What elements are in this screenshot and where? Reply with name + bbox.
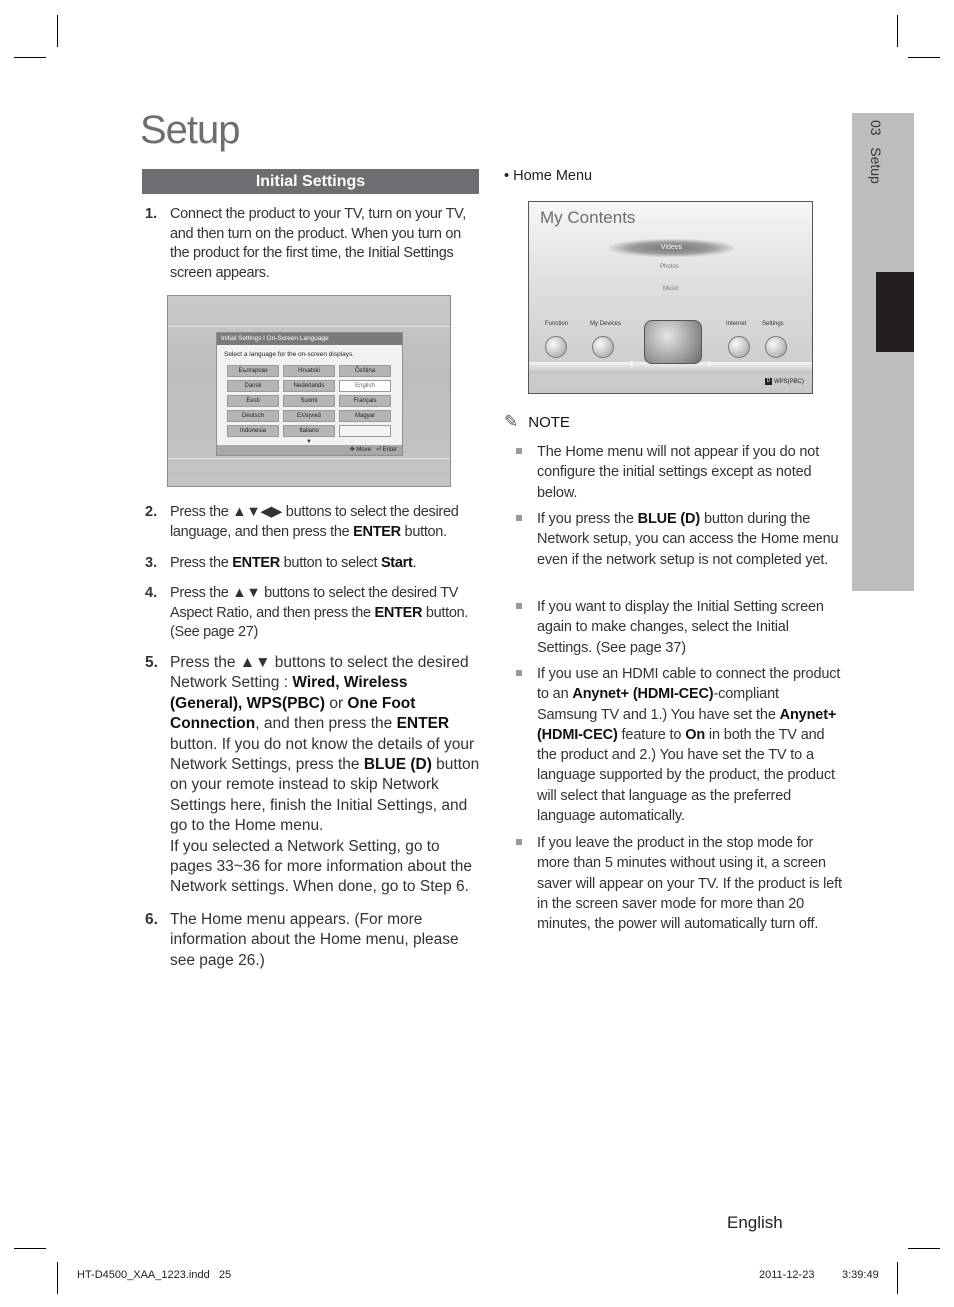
- wps-hint: D WPS(PBC): [766, 378, 804, 386]
- note-item-5: [516, 833, 842, 934]
- note-text: If you leave the product in the stop mode for more than 5 minutes without using it, a screen saver will appear on your TV. If the product is left in the screen saver mode for more than 20 minutes, the power will automatically turn off.: [537, 835, 842, 933]
- step-text: Press the ▲▼ buttons to select the desired Network Setting : Wired, Wireless (General), WPS(PBC) or One Foot Connection, and then press the ENTER button. If you do not know the details of your Network Settings, press the BLUE (D) button on your remote instead to skip Network Settings here, finish the Initial Settings, and go to the Home menu. If you selected a Network Setting, go to pages 33~36 for more information about the Network settings. When done, go to Step 6.: [170, 654, 480, 896]
- note-text: If you press the BLUE (D) button during the Network setup, you can access the Home menu even if the network setup is not completed yet.: [537, 511, 839, 568]
- page-title: Setup: [140, 108, 240, 152]
- my-devices-icon: [592, 336, 614, 358]
- step-number: 4.: [145, 585, 158, 601]
- chevron-left-icon: ‹: [629, 354, 634, 370]
- step-2: [142, 503, 480, 542]
- language-option[interactable]: Hrvatski: [283, 365, 335, 377]
- internet-label: Internet: [726, 321, 747, 327]
- slug-date: 2011-12-23: [759, 1269, 815, 1281]
- note-item-2: [516, 509, 842, 570]
- crop-mark: [908, 1248, 940, 1249]
- section-header: Initial Settings: [142, 169, 479, 194]
- note-item-1: [516, 442, 842, 503]
- menu-item-music: Music: [663, 286, 679, 292]
- move-label: Move: [356, 447, 371, 453]
- step-text: Press the ▲▼◀▶ buttons to select the desired language, and then press the ENTER button.: [170, 504, 459, 540]
- slug-file: HT-D4500_XAA_1223.indd 25: [77, 1269, 232, 1281]
- initial-settings-screenshot: [167, 295, 451, 487]
- move-icon: ✥: [349, 447, 355, 453]
- chapter-tab: [852, 113, 914, 591]
- my-devices-label: My Devices: [590, 321, 622, 327]
- step-number: 5.: [145, 654, 158, 671]
- function-icon: [545, 336, 567, 358]
- step-number: 3.: [145, 555, 158, 571]
- blue-d-key-icon: D: [766, 378, 771, 384]
- bullet-square-icon: [516, 603, 522, 609]
- step-text: Press the ▲▼ buttons to select the desired TV Aspect Ratio, and then press the ENTER button. (See page 27): [170, 585, 469, 640]
- panel-footer: [217, 445, 402, 455]
- chapter-number: 03: [868, 120, 884, 136]
- step-text: Connect the product to your TV, turn on your TV, and then turn on the product. When you turn on the product for the first time, the Initial Settings screen appears.: [170, 206, 466, 281]
- home-menu-bullet: • Home Menu: [504, 168, 593, 184]
- language-option[interactable]: Indonesia: [227, 425, 279, 437]
- menu-item-videos: Videos: [609, 239, 734, 257]
- note-text: If you use an HDMI cable to connect the product to an Anynet+ (HDMI-CEC)-compliant Samsung TV and 1.) You have set the Anynet+ (HDMI-CEC) feature to On in both the TV and the product and 2.) You have set the TV to a language supported by the product, the product will select that language as the preferred language automatically.: [537, 666, 841, 825]
- language-option[interactable]: [339, 425, 391, 437]
- language-option[interactable]: Nederlands: [283, 380, 335, 392]
- language-option[interactable]: Magyar: [339, 410, 391, 422]
- menu-item-photos: Photos: [660, 264, 679, 270]
- note-item-3: [516, 597, 842, 658]
- note-text: The Home menu will not appear if you do not configure the initial settings except as noted below.: [537, 444, 820, 501]
- chapter-tab-marker: [876, 272, 914, 352]
- panel-header: Initial Settings l On-Screen Language: [217, 333, 402, 345]
- crop-mark: [57, 15, 58, 47]
- language-option[interactable]: Dansk: [227, 380, 279, 392]
- chapter-tab-label: [868, 120, 884, 184]
- my-contents-icon: [644, 320, 702, 364]
- my-contents-title: My Contents: [540, 208, 636, 227]
- step-number: 2.: [145, 504, 158, 520]
- enter-label: Enter: [382, 447, 397, 453]
- crop-mark: [57, 1262, 58, 1294]
- step-text: Press the ENTER button to select Start.: [170, 555, 417, 571]
- step-6: [142, 910, 480, 971]
- step-number: 6.: [145, 911, 158, 928]
- step-text: The Home menu appears. (For more information about the Home menu, please see page 26.): [170, 911, 459, 969]
- bullet-square-icon: [516, 448, 522, 454]
- settings-gear-icon: [765, 336, 787, 358]
- function-label: Function: [545, 321, 569, 327]
- note-item-4: [516, 664, 842, 826]
- language-option[interactable]: English: [339, 380, 391, 392]
- panel-prompt: Select a language for the on-screen displays.: [224, 351, 355, 358]
- language-grid: [227, 365, 393, 437]
- note-heading: ✎ NOTE: [504, 412, 570, 431]
- crop-mark: [908, 57, 940, 58]
- step-5: [142, 653, 480, 898]
- language-option[interactable]: Eesti: [227, 395, 279, 407]
- step-1: [142, 205, 480, 283]
- language-option[interactable]: Français: [339, 395, 391, 407]
- language-option[interactable]: Български: [227, 365, 279, 377]
- language-option[interactable]: Čeština: [339, 365, 391, 377]
- step-3: [142, 554, 480, 574]
- crop-mark: [897, 1262, 898, 1294]
- language-option[interactable]: Suomi: [283, 395, 335, 407]
- bullet-square-icon: [516, 670, 522, 676]
- crop-mark: [14, 1248, 46, 1249]
- note-text: If you want to display the Initial Setting screen again to make changes, select the Initial Settings. (See page 37): [537, 599, 824, 656]
- crop-mark: [897, 15, 898, 47]
- language-option[interactable]: Italiano: [283, 425, 335, 437]
- home-menu-screenshot: [528, 201, 813, 394]
- language-panel: [216, 332, 403, 456]
- language-option[interactable]: Deutsch: [227, 410, 279, 422]
- slug-time: 3:39:49: [842, 1269, 879, 1281]
- step-number: 1.: [145, 206, 158, 222]
- scroll-down-icon: ▼: [306, 439, 312, 445]
- footer-language: English: [727, 1213, 783, 1232]
- internet-icon: [728, 336, 750, 358]
- bullet-square-icon: [516, 839, 522, 845]
- chapter-name: Setup: [868, 147, 884, 184]
- language-option[interactable]: Ελληνικά: [283, 410, 335, 422]
- crop-mark: [14, 57, 46, 58]
- enter-icon: ⏎: [375, 447, 381, 453]
- pencil-icon: ✎: [504, 412, 519, 431]
- bullet-square-icon: [516, 515, 522, 521]
- chevron-right-icon: ›: [707, 354, 712, 370]
- step-4: [142, 584, 480, 643]
- settings-label: Settings: [762, 321, 784, 327]
